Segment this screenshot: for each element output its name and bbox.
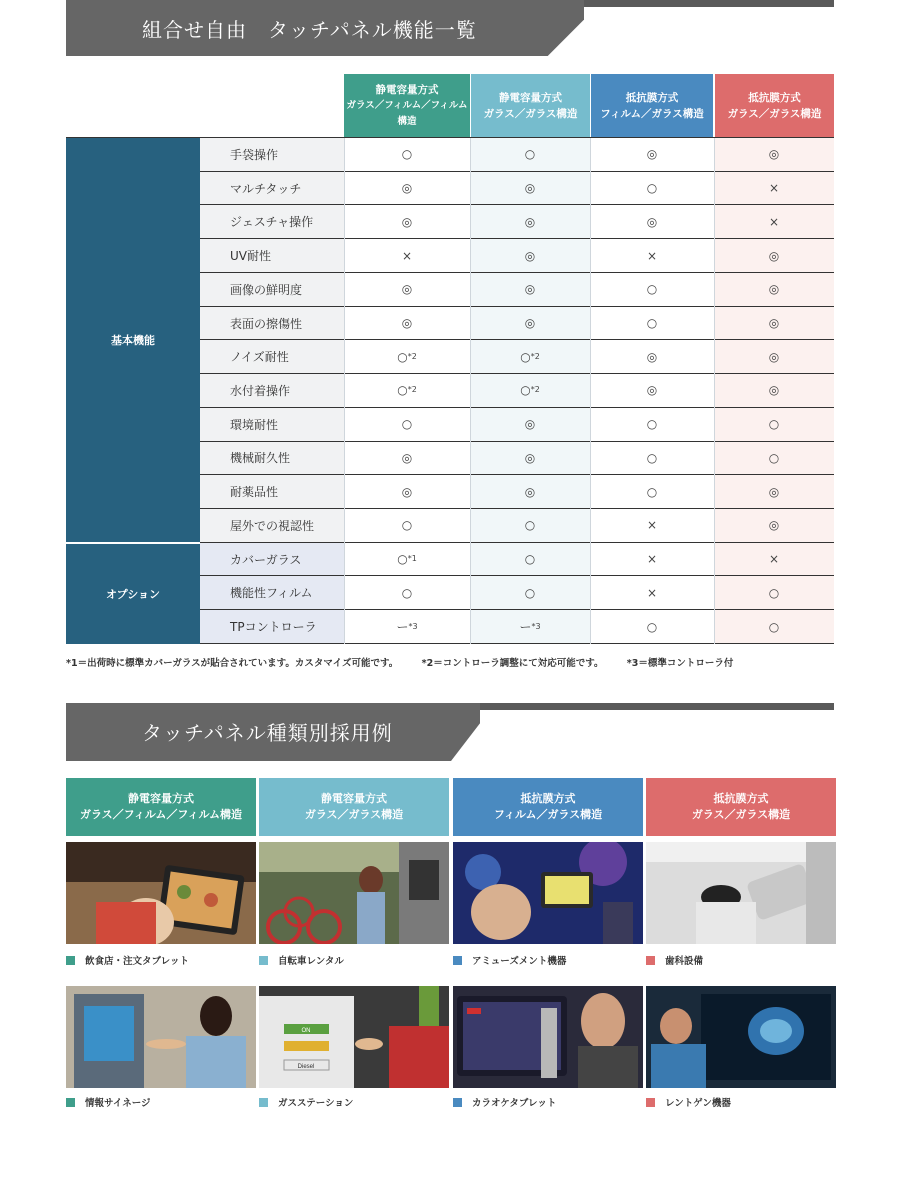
rating-cell	[714, 442, 834, 475]
rating-cell	[714, 307, 834, 340]
row-label: マルチタッチ	[200, 172, 344, 205]
rating-cell	[714, 239, 834, 272]
rating-symbol: ◎	[646, 383, 658, 398]
rating-cell	[714, 610, 834, 643]
table-row	[200, 172, 834, 206]
photo-xray	[646, 986, 836, 1088]
footnote-2: *2＝コントローラ調整にて対応可能です。	[421, 658, 604, 669]
rating-symbol: ◎	[524, 181, 536, 196]
rating-cell	[590, 509, 714, 542]
caption-gas-station	[259, 1095, 353, 1109]
rating-cell	[714, 543, 834, 576]
photo-gas-station	[259, 986, 449, 1088]
column-header-3	[591, 74, 713, 138]
rating-symbol: ○	[520, 349, 531, 364]
rating-symbol: ○	[646, 316, 658, 330]
rating-symbol: ○	[397, 552, 408, 567]
card-header-2-line2: ガラス／ガラス構造	[304, 808, 404, 821]
rating-symbol: ◎	[401, 450, 413, 465]
rating-symbol: ◎	[768, 147, 780, 162]
table-row	[200, 576, 834, 610]
caption-bullet	[66, 1098, 75, 1107]
rating-cell	[590, 239, 714, 272]
caption-bicycle-rental	[259, 953, 344, 967]
caption-xray	[646, 1095, 731, 1109]
caption-restaurant-tablet	[66, 953, 189, 967]
rating-cell	[590, 610, 714, 643]
caption-bullet	[453, 1098, 462, 1107]
rating-cell	[590, 307, 714, 340]
rating-cell	[344, 138, 470, 171]
column-header-1-line1: 静電容量方式	[375, 84, 439, 96]
caption-signage	[66, 1095, 151, 1109]
rating-cell	[470, 576, 590, 609]
column-header-1-line2: ガラス／フィルム／フィルム構造	[346, 100, 468, 127]
rating-symbol: ◎	[401, 484, 413, 499]
column-divider	[344, 138, 345, 644]
card-header-3-line2: フィルム／ガラス構造	[493, 808, 603, 821]
rating-cell: ○ *2	[470, 374, 590, 407]
rating-symbol: ◎	[524, 450, 536, 465]
rating-cell	[470, 509, 590, 542]
rating-symbol: ◎	[524, 282, 536, 297]
table-row	[200, 138, 834, 172]
table-row	[200, 509, 834, 543]
card-header-4-line1: 抵抗膜方式	[713, 792, 769, 805]
photo-bicycle-rental	[259, 842, 449, 944]
rating-cell	[714, 509, 834, 542]
rating-symbol: ◎	[768, 349, 780, 364]
column-header-4-line1: 抵抗膜方式	[748, 92, 801, 104]
rating-symbol: ◎	[401, 282, 413, 297]
card-header-2	[259, 778, 449, 836]
rating-symbol: ○	[401, 147, 413, 162]
row-label: 表面の擦傷性	[200, 307, 344, 340]
group-basic: 基本機能	[66, 138, 200, 542]
rating-cell: ○ *2	[344, 374, 470, 407]
gas-screen-top-label: ON	[301, 1028, 311, 1034]
rating-cell	[590, 172, 714, 205]
rating-cell	[590, 576, 714, 609]
row-label: 機械耐久性	[200, 442, 344, 475]
rating-cell	[714, 576, 834, 609]
rating-symbol: ◎	[401, 316, 413, 330]
rating-symbol: ○	[397, 383, 408, 398]
photo-dental	[646, 842, 836, 944]
row-label: 環境耐性	[200, 408, 344, 441]
rating-symbol: ◎	[768, 383, 780, 398]
table-row	[200, 307, 834, 341]
column-divider	[714, 138, 715, 644]
caption-text: カラオケタブレット	[472, 1098, 557, 1109]
section-title-examples: タッチパネル種類別採用例	[142, 721, 393, 745]
section-title-functions: 組合せ自由 タッチパネル機能一覧	[142, 18, 477, 42]
caption-bullet	[646, 1098, 655, 1107]
rating-cell	[714, 408, 834, 441]
rating-cell	[344, 172, 470, 205]
table-row	[200, 340, 834, 374]
footnotes	[66, 655, 753, 669]
column-header-3-line1: 抵抗膜方式	[625, 92, 679, 104]
rating-cell: ○ *2	[470, 340, 590, 373]
row-label: TPコントローラ	[200, 610, 344, 643]
column-header-4-line2: ガラス／ガラス構造	[727, 108, 822, 120]
caption-bullet	[66, 956, 75, 965]
table-row	[200, 205, 834, 239]
rating-cell	[470, 307, 590, 340]
column-header-2	[471, 74, 590, 138]
rating-symbol: ◎	[524, 248, 536, 263]
rating-symbol: ○	[768, 585, 780, 600]
rating-symbol: ○	[768, 450, 780, 465]
rating-cell	[470, 543, 590, 576]
rating-symbol: ×	[646, 248, 658, 263]
photo-restaurant-tablet	[66, 842, 256, 944]
rating-cell	[590, 205, 714, 238]
rating-cell: ー *3	[344, 610, 470, 643]
rating-cell	[590, 138, 714, 171]
rating-cell	[590, 475, 714, 508]
rating-cell	[344, 307, 470, 340]
rating-cell	[714, 138, 834, 171]
rating-symbol: ×	[768, 552, 780, 567]
caption-dental	[646, 953, 703, 967]
rating-cell	[344, 442, 470, 475]
rating-symbol: ◎	[768, 282, 780, 297]
rating-cell	[714, 475, 834, 508]
row-label: 画像の鮮明度	[200, 273, 344, 306]
rating-cell	[590, 340, 714, 373]
rating-symbol: ◎	[524, 214, 536, 229]
rating-symbol: ×	[646, 585, 658, 600]
gas-screen-bottom-label: Diesel	[297, 1064, 315, 1070]
table-row	[200, 374, 834, 408]
rating-cell	[344, 475, 470, 508]
caption-text: アミューズメント機器	[472, 956, 567, 967]
caption-text: 自転車レンタル	[278, 956, 344, 967]
rating-cell	[470, 205, 590, 238]
rating-symbol: ◎	[768, 248, 780, 263]
table-row	[200, 475, 834, 509]
rating-cell	[344, 205, 470, 238]
card-header-3-line1: 抵抗膜方式	[520, 792, 576, 805]
card-header-1	[66, 778, 256, 836]
rating-symbol: ◎	[401, 214, 413, 229]
photo-signage	[66, 986, 256, 1088]
column-header-2-line2: ガラス／ガラス構造	[483, 108, 578, 120]
rating-cell	[344, 239, 470, 272]
rating-symbol: ○	[646, 484, 658, 499]
rating-symbol: ー	[519, 620, 532, 635]
rating-symbol: ◎	[646, 349, 658, 364]
rating-symbol: ○	[646, 417, 658, 432]
rating-symbol: ○	[524, 585, 536, 600]
rating-cell	[470, 172, 590, 205]
photo-karaoke	[453, 986, 643, 1088]
rating-cell: ー *3	[470, 610, 590, 643]
row-label: 機能性フィルム	[200, 576, 344, 609]
card-header-4-line2: ガラス／ガラス構造	[691, 808, 791, 821]
rating-cell	[590, 273, 714, 306]
caption-text: 歯科設備	[665, 956, 704, 967]
rating-symbol: ◎	[524, 484, 536, 499]
caption-amusement	[453, 953, 566, 967]
caption-text: 情報サイネージ	[85, 1098, 151, 1109]
rating-symbol: ○	[520, 383, 531, 398]
rating-symbol: ◎	[401, 181, 413, 196]
rating-symbol: ○	[646, 450, 658, 465]
rating-cell	[590, 543, 714, 576]
rating-cell	[470, 442, 590, 475]
row-label: 耐薬品性	[200, 475, 344, 508]
rating-symbol: ○	[646, 282, 658, 297]
caption-text: ガスステーション	[278, 1098, 354, 1109]
rating-cell	[714, 172, 834, 205]
rating-symbol: ×	[646, 552, 658, 567]
rating-symbol: ○	[524, 518, 536, 533]
rating-cell: ○ *2	[344, 340, 470, 373]
row-label: ノイズ耐性	[200, 340, 344, 373]
rating-cell	[470, 475, 590, 508]
row-label: ジェスチャ操作	[200, 205, 344, 238]
rating-symbol: ◎	[768, 316, 780, 330]
rating-symbol: ◎	[768, 484, 780, 499]
rating-symbol: ×	[768, 214, 780, 229]
row-label: カバーガラス	[200, 543, 344, 576]
caption-karaoke	[453, 1095, 556, 1109]
footnote-3: *3＝標準コントローラ付	[626, 658, 734, 669]
rating-symbol: ◎	[524, 417, 536, 432]
rating-cell	[714, 273, 834, 306]
rating-cell: ○ *1	[344, 543, 470, 576]
caption-bullet	[453, 956, 462, 965]
caption-text: レントゲン機器	[665, 1098, 731, 1109]
row-label: 屋外での視認性	[200, 509, 344, 542]
rating-symbol: ○	[401, 518, 413, 533]
caption-bullet	[259, 956, 268, 965]
table-row	[200, 543, 834, 577]
table-row	[200, 273, 834, 307]
rating-symbol: ◎	[646, 147, 658, 162]
rating-symbol: ○	[401, 585, 413, 600]
caption-bullet	[259, 1098, 268, 1107]
rating-symbol: ○	[768, 619, 780, 634]
rating-cell	[344, 273, 470, 306]
rating-symbol: ◎	[524, 316, 536, 330]
rating-cell	[714, 205, 834, 238]
rating-cell	[344, 408, 470, 441]
column-header-2-line1: 静電容量方式	[499, 92, 562, 104]
rating-symbol: ○	[768, 417, 780, 432]
rating-cell	[344, 576, 470, 609]
rating-symbol: ×	[401, 248, 413, 263]
photo-amusement	[453, 842, 643, 944]
rating-symbol: ○	[397, 349, 408, 364]
row-label: UV耐性	[200, 239, 344, 272]
rating-cell	[470, 273, 590, 306]
rating-cell	[590, 442, 714, 475]
caption-bullet	[646, 956, 655, 965]
row-label: 水付着操作	[200, 374, 344, 407]
caption-text: 飲食店・注文タブレット	[85, 956, 190, 967]
rating-cell	[714, 374, 834, 407]
rating-symbol: ○	[524, 552, 536, 567]
card-header-4	[646, 778, 836, 836]
rating-symbol: ○	[401, 417, 413, 432]
rating-cell	[470, 138, 590, 171]
card-header-2-line1: 静電容量方式	[321, 792, 387, 805]
rating-cell	[344, 509, 470, 542]
row-label: 手袋操作	[200, 138, 344, 171]
column-divider	[470, 138, 471, 644]
column-header-4	[715, 74, 834, 138]
table-row	[200, 408, 834, 442]
rating-symbol: ○	[524, 147, 536, 162]
rating-cell	[590, 408, 714, 441]
card-header-1-line1: 静電容量方式	[128, 792, 194, 805]
footnote-1: *1＝出荷時に標準カバーガラスが貼合されています。カスタマイズ可能です。	[66, 658, 399, 669]
rating-symbol: ○	[646, 181, 658, 196]
rating-cell	[714, 340, 834, 373]
rating-symbol: ×	[646, 518, 658, 533]
rating-symbol: ○	[646, 619, 658, 634]
rating-symbol: ×	[768, 181, 780, 196]
card-header-3	[453, 778, 643, 836]
card-header-1-line2: ガラス／フィルム／フィルム構造	[79, 808, 243, 821]
rating-cell	[590, 374, 714, 407]
table-row	[200, 239, 834, 273]
rating-symbol: ー	[396, 620, 409, 635]
column-header-1	[344, 74, 470, 138]
column-divider	[590, 138, 591, 644]
table-row	[200, 442, 834, 476]
section-banner-functions	[66, 0, 834, 56]
rating-cell	[470, 408, 590, 441]
section-banner-examples	[66, 703, 834, 759]
rating-symbol: ◎	[768, 518, 780, 533]
column-header-3-line2: フィルム／ガラス構造	[600, 108, 704, 120]
rating-cell	[470, 239, 590, 272]
group-option: オプション	[66, 543, 200, 644]
rating-symbol: ◎	[646, 214, 658, 229]
table-row	[200, 610, 834, 644]
